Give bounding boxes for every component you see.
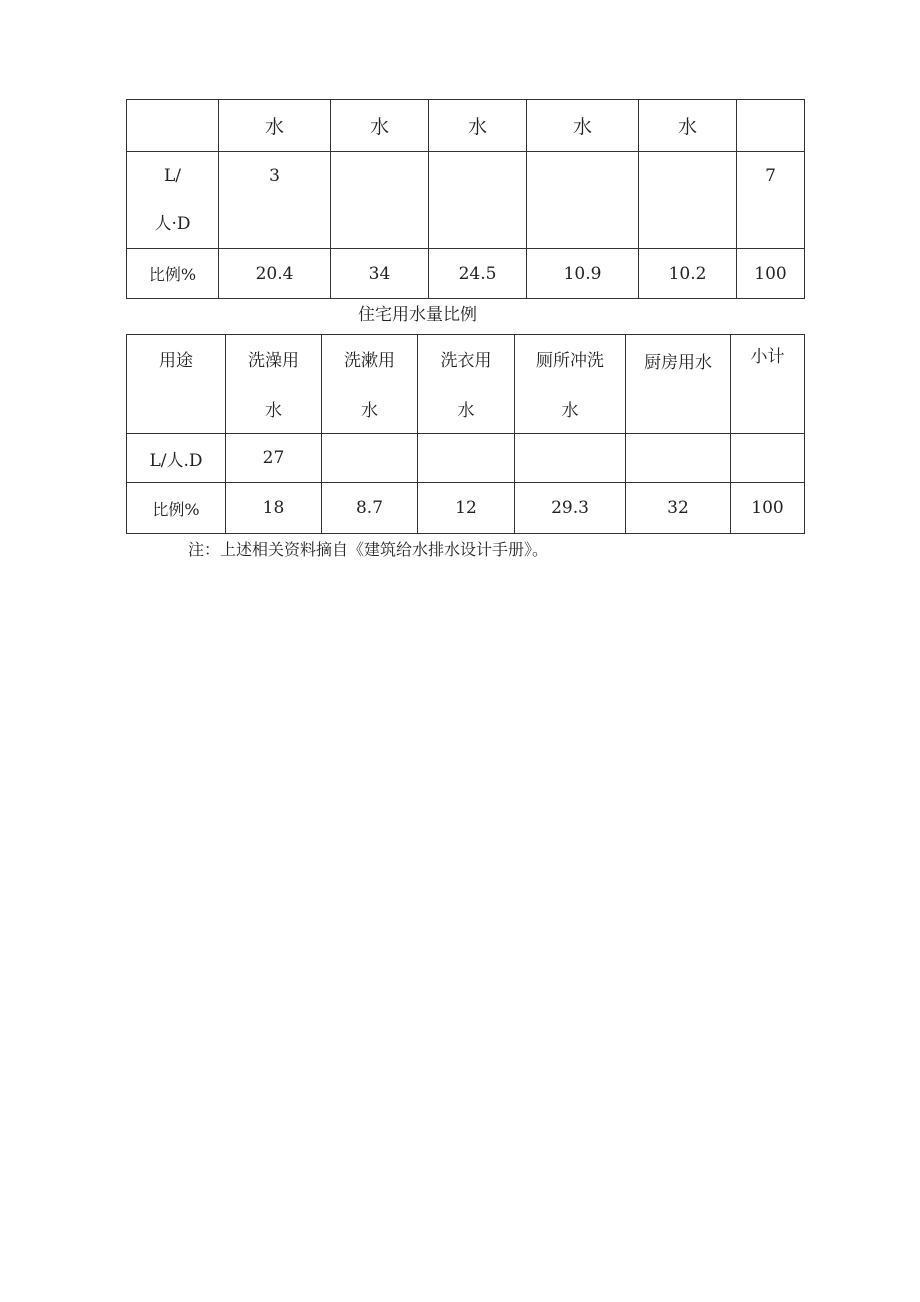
table1-unit-label xyxy=(127,152,219,249)
table1-unit-row xyxy=(127,152,805,249)
table2-unit-cell xyxy=(322,434,418,483)
table1-unit-cell xyxy=(639,152,737,249)
source-note: 注：上述相关资料摘自《建筑给水排水设计手册》。 xyxy=(188,540,549,559)
table1-header-cell xyxy=(737,100,805,152)
header-line2: 水 xyxy=(361,401,378,421)
table2-unit-cell xyxy=(515,434,626,483)
table2-ratio-cell: 32 xyxy=(626,483,731,534)
table1-ratio-row xyxy=(127,249,805,299)
table1-header-cell: 水 xyxy=(639,100,737,152)
header-line1: 小计 xyxy=(750,347,785,367)
table2-unit-cell xyxy=(731,434,805,483)
table2-header-cell xyxy=(226,335,322,434)
table2-unit-cell xyxy=(626,434,731,483)
header-line2: 水 xyxy=(265,401,282,421)
cell-value: 3 xyxy=(269,166,280,186)
table2-header-row xyxy=(127,335,805,434)
table2-ratio-label: 比例% xyxy=(127,483,226,534)
table1-ratio-cell: 34 xyxy=(331,249,429,299)
table2-ratio-cell: 8.7 xyxy=(322,483,418,534)
table-caption: 住宅用水量比例 xyxy=(358,305,477,325)
header-line1: 洗衣用 xyxy=(440,351,492,371)
table2-header-cell xyxy=(418,335,515,434)
unit-label-line1: L/ xyxy=(163,166,182,186)
table2-header-cell xyxy=(626,335,731,434)
header-line2: 水 xyxy=(457,401,475,421)
table2-unit-row xyxy=(127,434,805,483)
table1-unit-cell xyxy=(527,152,639,249)
table1-unit-cell xyxy=(219,152,331,249)
table2-unit-cell: 27 xyxy=(226,434,322,483)
table1-unit-cell xyxy=(429,152,527,249)
header-line1: 厕所冲洗 xyxy=(536,351,604,371)
table1-header-cell: 水 xyxy=(527,100,639,152)
table2-ratio-cell: 100 xyxy=(731,483,805,534)
unit-label-line2: 人·D xyxy=(154,214,191,234)
table1-ratio-label: 比例% xyxy=(127,249,219,299)
table1-ratio-cell: 24.5 xyxy=(429,249,527,299)
table2-ratio-row xyxy=(127,483,805,534)
table2-header-cell xyxy=(322,335,418,434)
table2-ratio-cell: 29.3 xyxy=(515,483,626,534)
cell-value: 7 xyxy=(765,166,776,186)
header-line1: 洗漱用 xyxy=(344,351,395,371)
table1-ratio-cell: 20.4 xyxy=(219,249,331,299)
water-usage-table-2 xyxy=(126,334,805,534)
header-line1: 洗澡用 xyxy=(248,351,299,371)
table2-header-cell xyxy=(731,335,805,434)
table1-header-cell: 水 xyxy=(429,100,527,152)
table2-header-cell xyxy=(515,335,626,434)
table2-ratio-cell: 18 xyxy=(226,483,322,534)
header-line1: 厨房用水 xyxy=(644,353,712,373)
table1-header-cell: 水 xyxy=(331,100,429,152)
table1-header-cell: 水 xyxy=(219,100,331,152)
table2-unit-label: L/人.D xyxy=(127,434,226,483)
table1-ratio-cell: 10.9 xyxy=(527,249,639,299)
table1-unit-cell xyxy=(331,152,429,249)
table1-header-cell xyxy=(127,100,219,152)
water-usage-table-1 xyxy=(126,99,805,299)
header-line1: 用途 xyxy=(159,351,193,371)
table1-unit-cell xyxy=(737,152,805,249)
table2-header-cell xyxy=(127,335,226,434)
header-line2: 水 xyxy=(561,401,579,421)
table1-ratio-cell: 10.2 xyxy=(639,249,737,299)
table1-ratio-cell: 100 xyxy=(737,249,805,299)
table2-unit-cell xyxy=(418,434,515,483)
table2-ratio-cell: 12 xyxy=(418,483,515,534)
table1-header-row xyxy=(127,100,805,152)
